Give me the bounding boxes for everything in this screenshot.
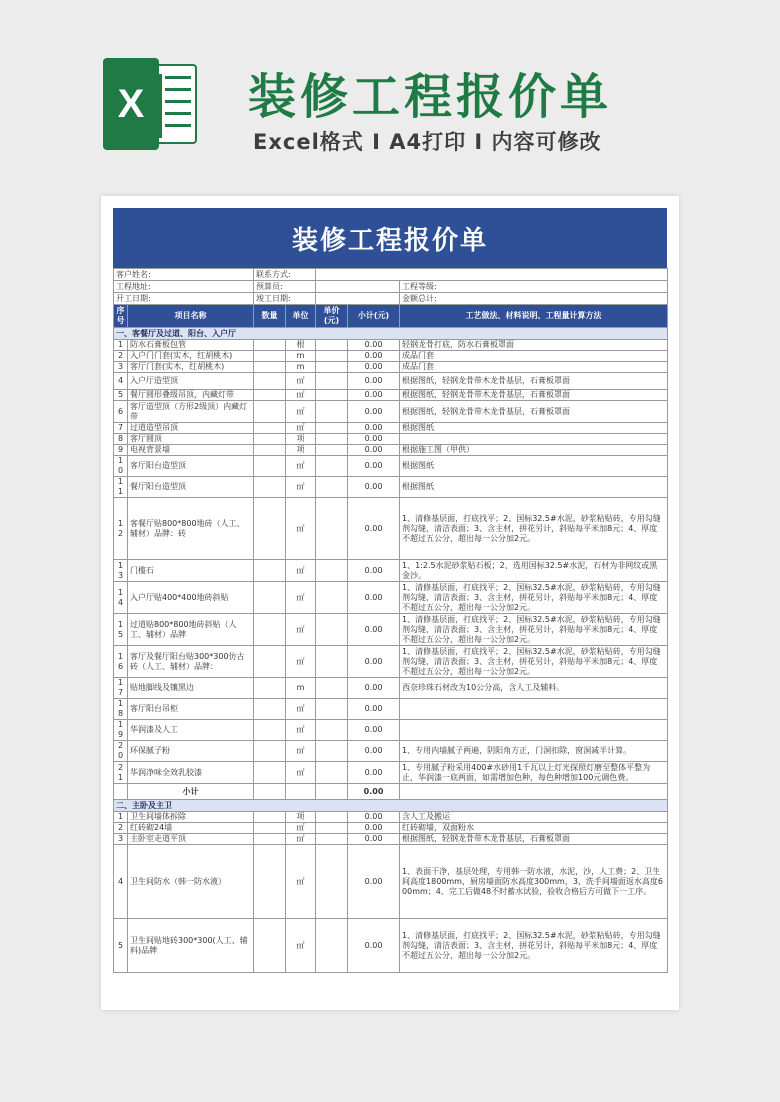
- table-row: [114, 477, 668, 498]
- end-date-value[interactable]: [316, 293, 400, 305]
- subtotal-desc: [400, 784, 668, 800]
- row-price[interactable]: [316, 812, 348, 823]
- subtotal-label: 小计: [128, 784, 254, 800]
- row-desc[interactable]: 成品门套: [400, 351, 668, 362]
- row-no: 12: [114, 498, 128, 560]
- row-subtotal: 0.00: [348, 362, 400, 373]
- section-header: [114, 800, 668, 812]
- table-row: [114, 762, 668, 784]
- row-qty[interactable]: [254, 373, 286, 390]
- table-row: [114, 823, 668, 834]
- row-price[interactable]: [316, 646, 348, 678]
- row-price[interactable]: [316, 373, 348, 390]
- table-row: [114, 362, 668, 373]
- row-desc[interactable]: 1、1:2.5水泥砂浆贴石板；2、选用国标32.5#水泥，石材为非网纹或黑金沙。: [400, 560, 668, 582]
- row-desc[interactable]: 成品门套: [400, 362, 668, 373]
- page-subtitle: Excel格式 Ⅰ A4打印 Ⅰ 内容可修改: [253, 130, 602, 154]
- row-desc[interactable]: 根据图纸，轻钢龙骨带木龙骨基层，石膏板罩面: [400, 401, 668, 423]
- row-qty[interactable]: [254, 340, 286, 351]
- subtotal-unit: [286, 784, 316, 800]
- row-price[interactable]: [316, 834, 348, 845]
- row-subtotal: 0.00: [348, 560, 400, 582]
- contact-label: 联系方式:: [254, 269, 316, 281]
- row-name[interactable]: 卫生间贴地砖300*300(人工、辅料)品牌: [128, 919, 254, 973]
- row-subtotal: 0.00: [348, 401, 400, 423]
- row-no: 4: [114, 373, 128, 390]
- row-name[interactable]: 华润净味全效乳胶漆: [128, 762, 254, 784]
- section-header: [114, 328, 668, 340]
- row-qty[interactable]: [254, 741, 286, 762]
- row-subtotal: 0.00: [348, 720, 400, 741]
- row-price[interactable]: [316, 678, 348, 699]
- logo-letter: X: [103, 58, 159, 150]
- row-name[interactable]: 主卧室走道平顶: [128, 834, 254, 845]
- row-qty[interactable]: [254, 401, 286, 423]
- row-qty[interactable]: [254, 699, 286, 720]
- project-level-label: 工程等级:: [400, 281, 668, 293]
- col-unit: 单位: [286, 305, 316, 328]
- row-no: 21: [114, 762, 128, 784]
- row-name[interactable]: 入户门门套(实木，红胡桃木): [128, 351, 254, 362]
- row-name[interactable]: 门槛石: [128, 560, 254, 582]
- row-name[interactable]: 卫生间防水（韩一防水液）: [128, 845, 254, 919]
- budgeter-label: 预算员:: [254, 281, 316, 293]
- row-price[interactable]: [316, 362, 348, 373]
- row-unit: m: [286, 351, 316, 362]
- row-price[interactable]: [316, 699, 348, 720]
- row-no: 3: [114, 834, 128, 845]
- row-no: 5: [114, 390, 128, 401]
- table-row: [114, 445, 668, 456]
- row-no: 5: [114, 919, 128, 973]
- row-unit: ㎡: [286, 699, 316, 720]
- table-row: [114, 720, 668, 741]
- row-name[interactable]: 客厅造型顶（方形2级顶）内藏灯带: [128, 401, 254, 423]
- subtotal-row: [114, 784, 668, 800]
- row-qty[interactable]: [254, 445, 286, 456]
- row-price[interactable]: [316, 390, 348, 401]
- row-name[interactable]: 卫生间墙体拆除: [128, 812, 254, 823]
- row-qty[interactable]: [254, 834, 286, 845]
- subtotal-value: 0.00: [348, 784, 400, 800]
- row-desc[interactable]: 1、表面干净，基层处理，专用韩一防水液，水泥，沙，人工费；2、卫生间高度1800mm，厨房墙面防水高度300mm，3、洗手间墙面返水高度600mm；4、完工后做48不时蓄水试验，验收合格后方可做下一工序。: [400, 845, 668, 919]
- col-desc: 工艺做法、材料说明、工程量计算方法: [400, 305, 668, 328]
- row-desc[interactable]: 根据图纸: [400, 456, 668, 477]
- row-price[interactable]: [316, 445, 348, 456]
- row-qty[interactable]: [254, 845, 286, 919]
- row-price[interactable]: [316, 741, 348, 762]
- row-unit: ㎡: [286, 646, 316, 678]
- row-desc[interactable]: [400, 720, 668, 741]
- table-row: [114, 741, 668, 762]
- table-row: [114, 423, 668, 434]
- row-subtotal: 0.00: [348, 845, 400, 919]
- row-no: 19: [114, 720, 128, 741]
- row-qty[interactable]: [254, 351, 286, 362]
- section-title: 二、主卧及主卫: [114, 800, 668, 812]
- row-subtotal: 0.00: [348, 762, 400, 784]
- row-subtotal: 0.00: [348, 498, 400, 560]
- row-unit: ㎡: [286, 582, 316, 614]
- row-qty[interactable]: [254, 423, 286, 434]
- col-price: 单价(元): [316, 305, 348, 328]
- row-subtotal: 0.00: [348, 456, 400, 477]
- row-name[interactable]: 餐厅阳台造型顶: [128, 477, 254, 498]
- row-name[interactable]: 环保腻子粉: [128, 741, 254, 762]
- row-unit: 项: [286, 434, 316, 445]
- row-name[interactable]: 华润漆及人工: [128, 720, 254, 741]
- table-row: [114, 582, 668, 614]
- row-subtotal: 0.00: [348, 741, 400, 762]
- row-name[interactable]: 入户厅贴400*400地砖斜贴: [128, 582, 254, 614]
- row-desc[interactable]: 1、专用腻子粉采用400#水砂用1千瓦以上灯光探照灯磨至整体平整为止，华润漆一底两面，如需增加色种，每色种增加100元调色费。: [400, 762, 668, 784]
- row-desc[interactable]: 根据图纸: [400, 477, 668, 498]
- row-price[interactable]: [316, 434, 348, 445]
- row-unit: m: [286, 362, 316, 373]
- row-no: 7: [114, 423, 128, 434]
- table-row: [114, 351, 668, 362]
- row-price[interactable]: [316, 456, 348, 477]
- row-desc[interactable]: 西奈珍珠石材改为10公分高，含人工及辅料。: [400, 678, 668, 699]
- sheet-banner: 装修工程报价单: [113, 208, 667, 268]
- row-name[interactable]: 过道造型吊顶: [128, 423, 254, 434]
- row-price[interactable]: [316, 823, 348, 834]
- row-price[interactable]: [316, 720, 348, 741]
- row-unit: ㎡: [286, 401, 316, 423]
- table-row: [114, 678, 668, 699]
- row-desc[interactable]: [400, 434, 668, 445]
- row-desc[interactable]: 轻钢龙骨打底，防水石膏板罩面: [400, 340, 668, 351]
- excel-logo-icon: [103, 58, 199, 150]
- row-subtotal: 0.00: [348, 390, 400, 401]
- row-subtotal: 0.00: [348, 423, 400, 434]
- row-subtotal: 0.00: [348, 434, 400, 445]
- row-subtotal: 0.00: [348, 477, 400, 498]
- row-qty[interactable]: [254, 560, 286, 582]
- info-row: [114, 293, 668, 305]
- row-no: 2: [114, 351, 128, 362]
- col-subtotal: 小计(元): [348, 305, 400, 328]
- row-desc[interactable]: 1、清修基层面，打底找平；2、国标32.5#水泥，砂浆粘贴砖，专用勾缝剂勾缝，清洁表面；3、含主材，拼花另计，斜贴每平米加8元；4、厚度不超过五公分，超出每一公分加2元。: [400, 646, 668, 678]
- row-name[interactable]: 电视背景墙: [128, 445, 254, 456]
- row-subtotal: 0.00: [348, 699, 400, 720]
- page-title: 装修工程报价单: [248, 69, 613, 125]
- row-unit: ㎡: [286, 560, 316, 582]
- row-name[interactable]: 客厅及餐厅阳台贴300*300仿古砖（人工、辅材）品牌：: [128, 646, 254, 678]
- row-price[interactable]: [316, 845, 348, 919]
- row-unit: m: [286, 678, 316, 699]
- column-header-row: [114, 305, 668, 328]
- row-desc[interactable]: 含人工及搬运: [400, 812, 668, 823]
- row-no: 2: [114, 823, 128, 834]
- start-date-label: 开工日期:: [114, 293, 254, 305]
- row-subtotal: 0.00: [348, 445, 400, 456]
- row-name[interactable]: 餐厅圆形叠级吊顶，内藏灯带: [128, 390, 254, 401]
- table-row: [114, 498, 668, 560]
- table-row: [114, 560, 668, 582]
- row-subtotal: 0.00: [348, 646, 400, 678]
- client-name-label: 客户姓名:: [114, 269, 254, 281]
- row-subtotal: 0.00: [348, 614, 400, 646]
- col-no: 序号: [114, 305, 128, 328]
- row-name[interactable]: 客厅圆顶: [128, 434, 254, 445]
- info-row: [114, 281, 668, 293]
- row-price[interactable]: [316, 498, 348, 560]
- row-no: 14: [114, 582, 128, 614]
- row-desc[interactable]: 根据图纸，轻钢龙骨带木龙骨基层，石膏板罩面: [400, 390, 668, 401]
- row-qty[interactable]: [254, 498, 286, 560]
- row-price[interactable]: [316, 401, 348, 423]
- row-price[interactable]: [316, 423, 348, 434]
- row-desc[interactable]: 根据图纸，轻钢龙骨带木龙骨基层，石膏板罩面: [400, 373, 668, 390]
- row-no: 6: [114, 401, 128, 423]
- budgeter-value[interactable]: [316, 281, 400, 293]
- row-subtotal: 0.00: [348, 678, 400, 699]
- row-no: 13: [114, 560, 128, 582]
- row-name[interactable]: 防水石膏板包管: [128, 340, 254, 351]
- table-row: [114, 614, 668, 646]
- row-desc[interactable]: 1、清修基层面，打底找平；2、国标32.5#水泥，砂浆粘贴砖，专用勾缝剂勾缝，清洁表面；3、含主材，拼花另计，斜贴每平米加8元；4、厚度不超过五公分，超出每一公分加2元。: [400, 498, 668, 560]
- row-price[interactable]: [316, 582, 348, 614]
- table-row: [114, 845, 668, 919]
- row-desc[interactable]: 1、清修基层面，打底找平；2、国标32.5#水泥，砂浆粘贴砖，专用勾缝剂勾缝，清洁表面；3、含主材，拼花另计，斜贴每平米加8元；4、厚度不超过五公分，超出每一公分加2元。: [400, 614, 668, 646]
- row-name[interactable]: 过道贴800*800地砖斜贴（人工、辅材）品牌: [128, 614, 254, 646]
- row-no: 4: [114, 845, 128, 919]
- row-unit: ㎡: [286, 456, 316, 477]
- row-no: 1: [114, 340, 128, 351]
- row-unit: 项: [286, 445, 316, 456]
- row-desc[interactable]: 1、清修基层面，打底找平；2、国标32.5#水泥，砂浆粘贴砖，专用勾缝剂勾缝，清洁表面；3、含主材，拼花另计，斜贴每平米加8元；4、厚度不超过五公分，超出每一公分加2元。: [400, 582, 668, 614]
- row-unit: ㎡: [286, 762, 316, 784]
- row-name[interactable]: 客餐厅贴800*800地砖（人工、辅材）品牌：砖: [128, 498, 254, 560]
- row-price[interactable]: [316, 351, 348, 362]
- col-qty: 数量: [254, 305, 286, 328]
- row-unit: 根: [286, 340, 316, 351]
- row-price[interactable]: [316, 340, 348, 351]
- row-no: 8: [114, 434, 128, 445]
- end-date-label: 竣工日期:: [254, 293, 316, 305]
- row-unit: ㎡: [286, 390, 316, 401]
- row-price[interactable]: [316, 614, 348, 646]
- row-qty[interactable]: [254, 456, 286, 477]
- section-title: 一、客餐厅及过道、阳台、入户厅: [114, 328, 668, 340]
- table-row: [114, 919, 668, 973]
- row-unit: ㎡: [286, 741, 316, 762]
- row-no: 10: [114, 456, 128, 477]
- row-qty[interactable]: [254, 812, 286, 823]
- row-unit: ㎡: [286, 423, 316, 434]
- table-row: [114, 456, 668, 477]
- row-unit: ㎡: [286, 498, 316, 560]
- row-unit: ㎡: [286, 477, 316, 498]
- total-label: 金额总计:: [400, 293, 668, 305]
- row-name[interactable]: 入户厅造型顶: [128, 373, 254, 390]
- col-name: 项目名称: [128, 305, 254, 328]
- table-row: [114, 434, 668, 445]
- row-no: 18: [114, 699, 128, 720]
- row-unit: ㎡: [286, 845, 316, 919]
- row-no: 16: [114, 646, 128, 678]
- row-no: 3: [114, 362, 128, 373]
- table-row: [114, 373, 668, 390]
- row-no: 15: [114, 614, 128, 646]
- row-desc[interactable]: 1、清修基层面，打底找平；2、国标32.5#水泥，砂浆粘贴砖，专用勾缝剂勾缝，清洁表面；3、含主材，拼花另计，斜贴每平米加8元；4、厚度不超过五公分，超出每一公分加2元。: [400, 919, 668, 973]
- row-qty[interactable]: [254, 919, 286, 973]
- row-qty[interactable]: [254, 646, 286, 678]
- spreadsheet: [113, 208, 667, 973]
- row-desc[interactable]: 根据施工图（甲供）: [400, 445, 668, 456]
- row-no: 1: [114, 812, 128, 823]
- row-subtotal: 0.00: [348, 351, 400, 362]
- row-desc[interactable]: 根据图纸，轻钢龙骨带木龙骨基层，石膏板罩面: [400, 834, 668, 845]
- row-price[interactable]: [316, 762, 348, 784]
- row-no: 20: [114, 741, 128, 762]
- row-subtotal: 0.00: [348, 582, 400, 614]
- subtotal-spacer: [114, 784, 128, 800]
- project-address-label: 工程地址:: [114, 281, 254, 293]
- row-name[interactable]: 客厅阳台造型顶: [128, 456, 254, 477]
- page-header: [0, 0, 780, 195]
- row-desc[interactable]: [400, 699, 668, 720]
- row-name[interactable]: 客厅阳台吊柜: [128, 699, 254, 720]
- row-subtotal: 0.00: [348, 373, 400, 390]
- contact-value[interactable]: [316, 269, 668, 281]
- row-qty[interactable]: [254, 762, 286, 784]
- row-qty[interactable]: [254, 678, 286, 699]
- row-qty[interactable]: [254, 434, 286, 445]
- row-unit: ㎡: [286, 834, 316, 845]
- table-row: [114, 834, 668, 845]
- row-qty[interactable]: [254, 477, 286, 498]
- row-desc[interactable]: 1、专用内墙腻子两遍，阴阳角方正，门洞扣除，窗洞减半计算。: [400, 741, 668, 762]
- row-qty[interactable]: [254, 390, 286, 401]
- row-name[interactable]: 客厅门套(实木，红胡桃木): [128, 362, 254, 373]
- row-no: 11: [114, 477, 128, 498]
- row-subtotal: 0.00: [348, 823, 400, 834]
- subtotal-qty: [254, 784, 286, 800]
- row-qty[interactable]: [254, 823, 286, 834]
- row-name[interactable]: 贴地脚线及镶黑边: [128, 678, 254, 699]
- row-price[interactable]: [316, 919, 348, 973]
- row-subtotal: 0.00: [348, 834, 400, 845]
- row-unit: ㎡: [286, 823, 316, 834]
- table-row: [114, 401, 668, 423]
- row-unit: 项: [286, 812, 316, 823]
- document-preview: [101, 196, 679, 1010]
- row-subtotal: 0.00: [348, 340, 400, 351]
- row-desc[interactable]: 红砖砌墙，双面粉水: [400, 823, 668, 834]
- row-qty[interactable]: [254, 362, 286, 373]
- row-no: 9: [114, 445, 128, 456]
- row-desc[interactable]: 根据图纸: [400, 423, 668, 434]
- info-row: [114, 269, 668, 281]
- row-unit: ㎡: [286, 720, 316, 741]
- row-subtotal: 0.00: [348, 812, 400, 823]
- subtotal-price: [316, 784, 348, 800]
- quote-table: [113, 268, 668, 973]
- row-unit: ㎡: [286, 919, 316, 973]
- row-subtotal: 0.00: [348, 919, 400, 973]
- row-unit: ㎡: [286, 614, 316, 646]
- table-row: [114, 699, 668, 720]
- table-row: [114, 340, 668, 351]
- row-no: 17: [114, 678, 128, 699]
- row-qty[interactable]: [254, 614, 286, 646]
- row-unit: ㎡: [286, 373, 316, 390]
- row-qty[interactable]: [254, 720, 286, 741]
- table-row: [114, 646, 668, 678]
- row-price[interactable]: [316, 477, 348, 498]
- row-qty[interactable]: [254, 582, 286, 614]
- table-row: [114, 812, 668, 823]
- row-price[interactable]: [316, 560, 348, 582]
- table-row: [114, 390, 668, 401]
- row-name[interactable]: 红砖砌24墙: [128, 823, 254, 834]
